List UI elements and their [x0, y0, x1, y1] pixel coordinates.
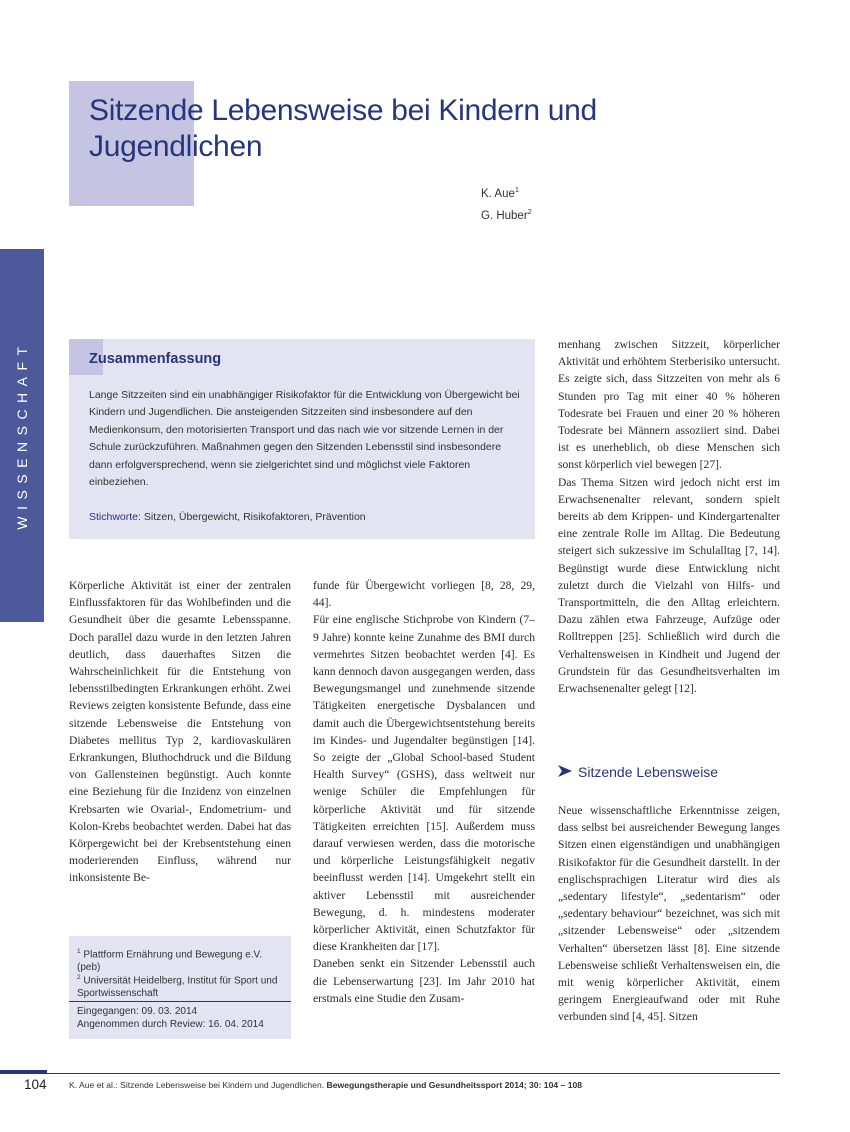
section-heading	[558, 764, 718, 780]
affiliation-number: 2	[77, 974, 81, 981]
affiliation-text: Plattform Ernährung und Bewegung e.V. (peb)	[77, 949, 263, 974]
paragraph: Für eine englische Stichprobe von Kindern (7–9 Jahre) konnte keine Zunahme des BMI durch vermehrtes Sitzen beobachtet werden [4]. Es kann dennoch davon ausgegangen werden, dass Bewegungsmangel und zunehmende sitzende Tätigkeiten energetische Dysbalancen und damit auch die Übergewichtsentstehung bereits im Kindes- und Jugendalter begünstigen [14]. So zeigte der „Global School-based Student Health Survey“ (GSHS), dass weltweit nur wenige Schüler die Empfehlungen für körperliche Aktivität und für sitzende Tätigkeiten erreichten [15]. Außerdem muss darauf verwiesen werden, dass die motorische und körperliche Leistungsfähigkeit negativ beeinflusst werden [14]. Umgekehrt stellt ein aktiver Lebensstil mit ausreichender Bewegung, d. h. mindestens moderater körperlicher Aktivität, einen Schutzfaktor für diese Krankheiten dar [17].	[313, 613, 535, 954]
affiliation-marker: 2	[527, 206, 532, 216]
keywords-label: Stichworte:	[89, 511, 141, 523]
footer-rule	[0, 1073, 780, 1074]
author-name: G. Huber	[481, 209, 528, 222]
affiliation-number: 1	[77, 948, 81, 955]
section-label: WISSENSCHAFT	[14, 340, 30, 530]
paragraph: Das Thema Sitzen wird jedoch nicht erst im Erwachsenenalter relevant, sondern spielt bereits ab dem Krippen- und Kindergartenalter eine zentrale Rolle im Alltag. Die Bedeutung steigert sich sukzessive im Schulalltag [7, 14]. Begünstigt wurde diese Entwicklung nicht zuletzt durch die Vielzahl von Hilfs- und Transportmitteln, die den Alltag erleichtern. Dazu zählen etwa Fahrzeuge, Aufzüge oder Rolltreppen [25]. Schließlich wird durch die Verhaltensweisen in Kindheit und Jugend der Grundstein für das Gesundheitsverhalten im Erwachsenenalter gelegt [12].	[558, 475, 780, 696]
body-column-1	[69, 577, 291, 887]
author-list	[481, 181, 532, 225]
affiliation-box	[69, 936, 291, 1039]
body-column-3-bottom	[558, 802, 780, 1026]
keywords	[89, 509, 525, 525]
paragraph: funde für Übergewicht vorliegen [8, 28, 29, 44].	[313, 579, 535, 610]
paragraph: Neue wissenschaftliche Erkenntnisse zeigen, dass selbst bei ausreichender Bewegung langes Sitzen einen eigenständigen und unabhängigen Risikofaktor für die Gesundheit darstellt. In der englischsprachigen Literatur wird dies als „sedentary lifestyle“, „sedentarism“ oder „sedentary behaviour“ bezeichnet, was sich mit „sitzender Lebensweise“ oder „sitzendem Verhalten“ übersetzen lässt [8]. Eine sitzende Lebensweise schließt Verhaltensweisen ein, die mit wenig körperlicher Aktivität, einem geringem Energieaufwand oder mit Ruhe verbunden sind [4, 45]. Sitzen	[558, 804, 780, 1024]
body-column-3-top	[558, 336, 780, 697]
affiliation-text: Universität Heidelberg, Institut für Sport und Sportwissenschaft	[77, 975, 278, 1000]
received-date: Eingegangen: 09. 03. 2014	[77, 1006, 198, 1017]
footer-citation	[69, 1080, 582, 1090]
paragraph: menhang zwischen Sitzzeit, körperlicher Aktivität und erhöhtem Sterberisiko untersucht. Es zeigte sich, dass Sitzzeiten von mehr als 6 Stunden pro Tag mit einer 40 % höheren Todesrate bei Frauen und einer 20 % höheren Todesrate bei Männern assoziiert sind. Dabei ist es unerheblich, ob diese Menschen sich sonst körperlich viel bewegen [27].	[558, 338, 780, 472]
paragraph: Körperliche Aktivität ist einer der zentralen Einflussfaktoren für das Wohlbefinden und die Gesundheit über die gesamte Lebensspanne. Doch parallel dazu wurde in den letzten Jahren deutlich, dass dauerhaftes Sitzen die Wahrscheinlichkeit für die Entstehung von lebensstilbedingten Erkrankungen erhöht. Zwei Reviews zeigten konsistente Befunde, dass eine sitzende Lebensweise die Entstehung von Diabetes mellitus Typ 2, kardiovaskulären Erkrankungen, Bluthochdruck und die Bildung von Gallensteinen begünstigt. Auch konnte eine Beziehung für die Inzidenz von einzelnen Krebsarten wie Ovarial-, Endometrium- und Kolon-Krebs beobachtet werden. Dabei hat das Körpergewicht bei der Krebsentstehung einen moderierenden Einfluss, während nur inkonsistente Be-	[69, 579, 291, 885]
abstract-heading: Zusammenfassung	[89, 351, 222, 367]
arrowhead-icon	[558, 764, 572, 780]
author	[481, 203, 532, 225]
citation-text: K. Aue et al.: Sitzende Lebensweise bei Kindern und Jugendlichen.	[69, 1080, 325, 1090]
journal-reference: Bewegungstherapie und Gesundheitssport 2014; 30: 104 – 108	[326, 1080, 583, 1090]
divider	[69, 1001, 291, 1002]
author-name: K. Aue	[481, 187, 515, 200]
accepted-date: Angenommen durch Review: 16. 04. 2014	[77, 1019, 264, 1030]
keywords-list: Sitzen, Übergewicht, Risikofaktoren, Prävention	[143, 511, 366, 523]
paragraph: Daneben senkt ein Sitzender Lebensstil auch die Lebenserwartung [23]. Im Jahr 2010 hat erstmals eine Studie den Zusam-	[313, 957, 535, 1005]
affiliation-2	[77, 971, 287, 1000]
abstract-text: Lange Sitzzeiten sind ein unabhängiger Risikofaktor für die Entwicklung von Übergewicht bei Kindern und Jugendlichen. Die ansteigenden Sitzzeiten sind insbesondere auf den Medienkonsum, den motorisierten Transport und das nach wie vor sitzende Lernen in der Schule zurückzuführen. Maßnahmen gegen den Sitzenden Lebensstil sind insbesondere dann erfolgversprechend, wenn sie zielgerichtet sind und möglichst viele Faktoren einbeziehen.	[89, 389, 520, 489]
affiliation-1	[77, 945, 287, 974]
abstract-box	[69, 339, 535, 539]
page-number: 104	[24, 1077, 47, 1092]
body-column-2	[313, 577, 535, 1007]
section-heading-text: Sitzende Lebensweise	[578, 764, 719, 780]
author	[481, 181, 532, 203]
article-title: Sitzende Lebensweise bei Kindern und Jugendlichen	[89, 94, 597, 163]
affiliation-marker: 1	[514, 185, 520, 194]
